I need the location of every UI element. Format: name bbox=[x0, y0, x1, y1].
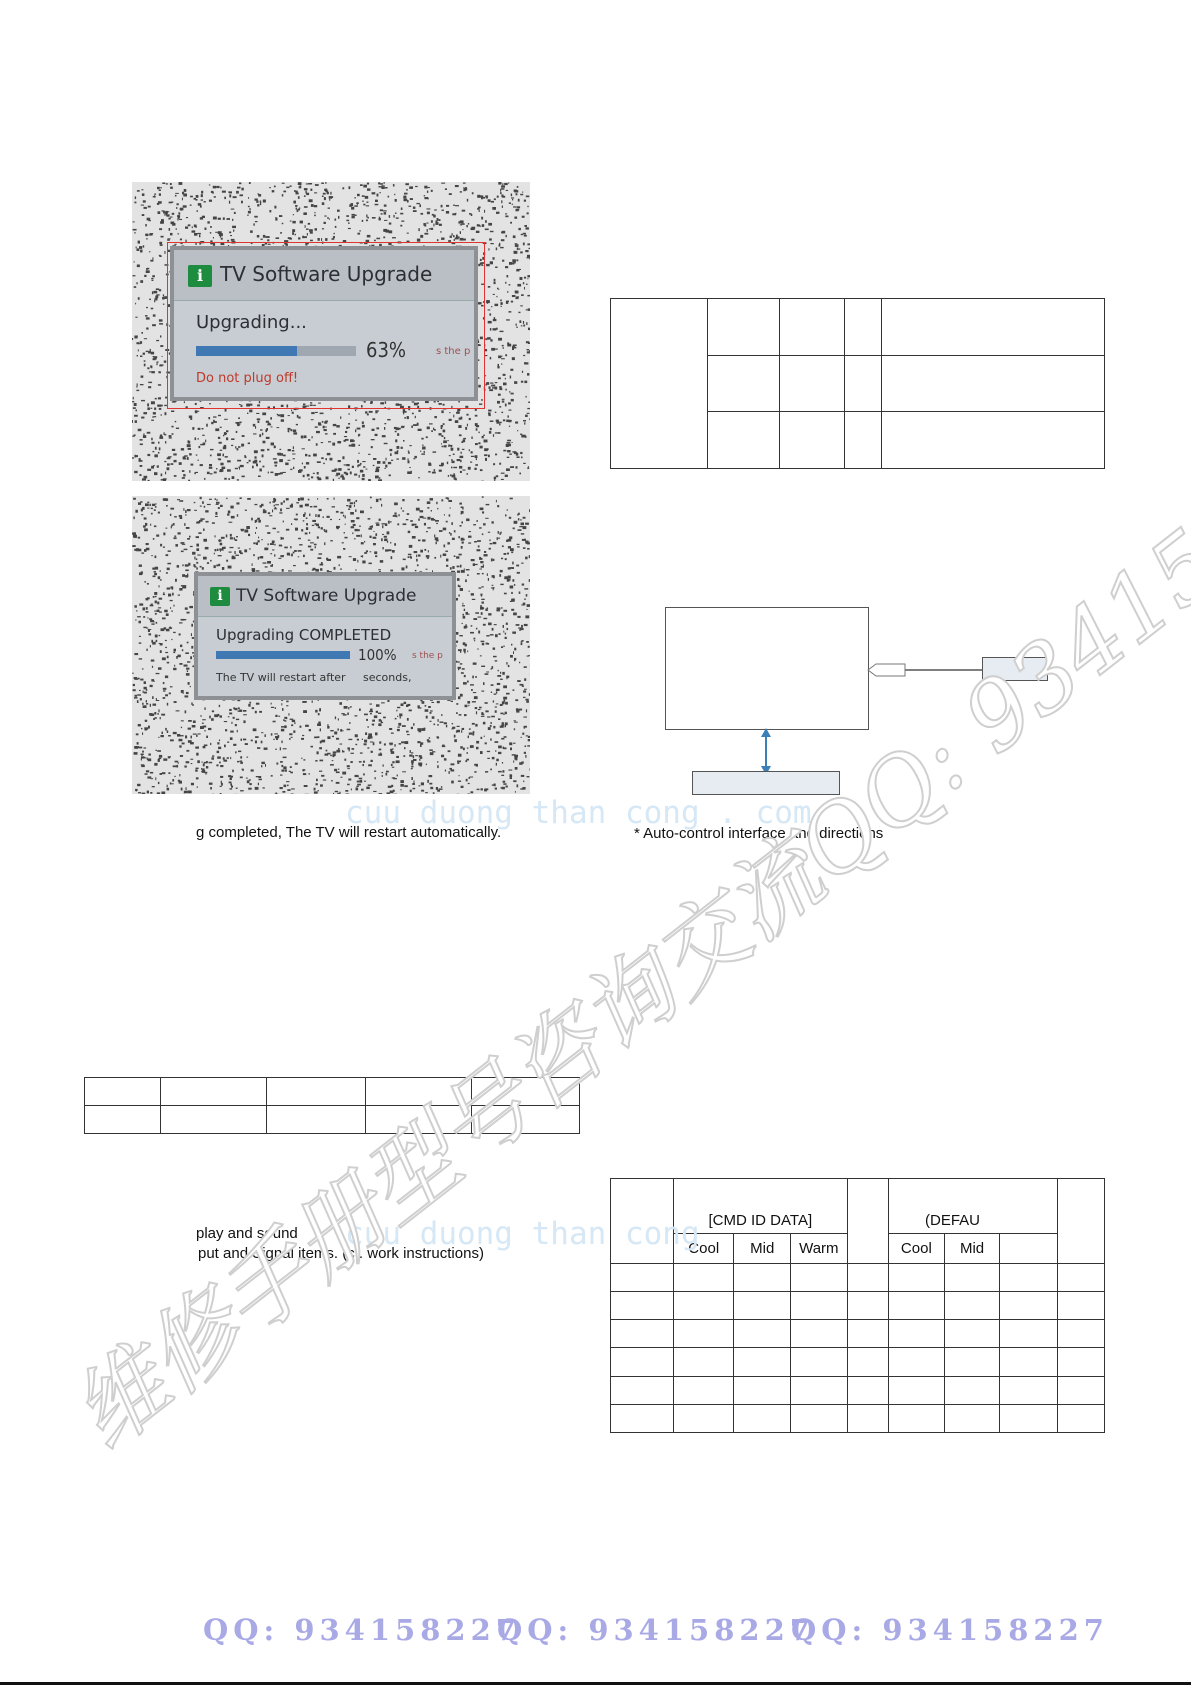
table-cell bbox=[161, 1106, 267, 1134]
cmd-warm-header: Warm bbox=[790, 1234, 847, 1263]
default-cool-header: Cool bbox=[889, 1234, 945, 1263]
table-cell bbox=[611, 299, 708, 469]
table-cell bbox=[780, 356, 845, 412]
settings-table-top bbox=[610, 298, 1105, 469]
cmd-mid-header: Mid bbox=[734, 1234, 790, 1263]
table-cell bbox=[847, 1179, 888, 1264]
table-cell bbox=[1000, 1234, 1057, 1263]
table-cell bbox=[882, 412, 1105, 469]
dialog-header bbox=[174, 250, 474, 301]
table-cell bbox=[882, 299, 1105, 356]
caption-input-signal: put and Signal items. (cf. work instructions) bbox=[198, 1245, 484, 1262]
table-cell bbox=[845, 412, 882, 469]
table-row bbox=[611, 1291, 1105, 1319]
table-row bbox=[611, 1376, 1105, 1404]
cmd-id-data-header: [CMD ID DATA] bbox=[673, 1179, 847, 1234]
caption-display-sound: play and sound bbox=[196, 1225, 298, 1242]
restart-note: The TV will restart after bbox=[216, 671, 346, 684]
warning-text: Do not plug off! bbox=[196, 371, 299, 386]
dialog-title: TV Software Upgrade bbox=[220, 262, 433, 286]
upgrade-progress-photo bbox=[132, 182, 530, 481]
diagonal-watermark: 维修手册型号咨询交流QQ: 934158227 bbox=[52, 365, 1191, 1471]
table-row bbox=[611, 1320, 1105, 1348]
table-cell bbox=[708, 412, 780, 469]
default-mid-header: Mid bbox=[944, 1234, 1000, 1263]
table-cell bbox=[267, 1078, 366, 1106]
connector-plug-icon bbox=[868, 664, 905, 676]
upgrade-status: Upgrading COMPLETED bbox=[216, 626, 392, 644]
upgrade-status: Upgrading... bbox=[196, 312, 307, 333]
truncated-text: s the p bbox=[436, 346, 471, 357]
caption-auto-control: * Auto-control interface and directions bbox=[634, 825, 884, 842]
table-cell bbox=[780, 299, 845, 356]
table-cell bbox=[845, 299, 882, 356]
table-row bbox=[611, 1404, 1105, 1432]
table-row bbox=[611, 1263, 1105, 1291]
upgrade-completed-photo bbox=[132, 496, 530, 794]
info-icon: i bbox=[210, 587, 230, 606]
table-cell bbox=[780, 412, 845, 469]
truncated-text: s the p bbox=[412, 651, 443, 661]
table-row bbox=[611, 1348, 1105, 1376]
info-icon: i bbox=[188, 265, 212, 287]
table-cell bbox=[708, 299, 780, 356]
upgrade-dialog bbox=[194, 572, 456, 700]
table-cell bbox=[708, 356, 780, 412]
progress-bar bbox=[216, 651, 350, 659]
table-cell bbox=[85, 1078, 161, 1106]
upgrade-dialog bbox=[170, 246, 478, 401]
dialog-title: TV Software Upgrade bbox=[236, 586, 417, 606]
caption-upgrade-completed: g completed, The TV will restart automatically. bbox=[196, 824, 502, 841]
default-header: (DEFAU bbox=[889, 1179, 1058, 1234]
table-cell bbox=[882, 356, 1105, 412]
arrow-up-icon bbox=[761, 728, 771, 737]
qq-watermark: QQ: 934158227 bbox=[791, 1613, 1109, 1647]
progress-bar bbox=[196, 346, 356, 356]
progress-percent: 63% bbox=[366, 338, 406, 362]
progress-fill bbox=[216, 651, 350, 659]
table-cell bbox=[85, 1106, 161, 1134]
site-watermark: cuu duong than cong . com bbox=[345, 795, 812, 831]
progress-percent: 100% bbox=[358, 646, 397, 664]
progress-fill bbox=[196, 346, 297, 356]
restart-note-seconds: seconds, bbox=[363, 671, 412, 684]
cmd-cool-header: Cool bbox=[673, 1234, 734, 1263]
dialog-header bbox=[198, 576, 452, 617]
table-cell bbox=[161, 1078, 267, 1106]
qq-watermark: QQ: 934158227 bbox=[497, 1613, 815, 1647]
qq-watermark: QQ: 934158227 bbox=[203, 1613, 521, 1647]
table-cell bbox=[845, 356, 882, 412]
site-watermark-2: cuu duong than cong bbox=[345, 1216, 700, 1252]
table-cell bbox=[1057, 1179, 1104, 1264]
